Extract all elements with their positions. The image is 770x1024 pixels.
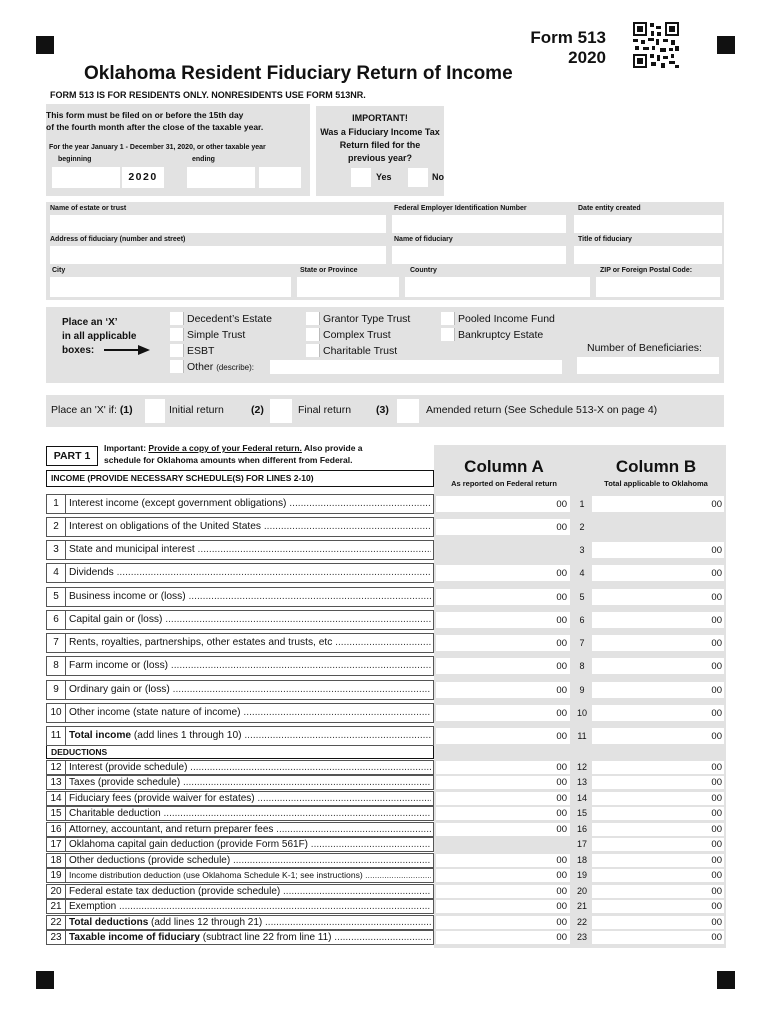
date-created-input[interactable] [574,215,722,233]
cents-label: 00 [556,685,567,696]
column-b-line-number: 19 [576,870,587,880]
pooled-income-fund-checkbox[interactable] [441,312,455,325]
part1-label: PART 1 [46,446,98,466]
other-describe-hint: (describe): [216,363,254,372]
fiduciary-name-label: Name of fiduciary [394,236,453,243]
line-label [69,704,431,722]
important-title: IMPORTANT! [352,113,408,123]
column-b-line-number: 2 [579,522,585,532]
complex-trust-label: Complex Trust [323,329,391,341]
country-input[interactable] [405,277,590,297]
ending-label: ending [192,156,215,163]
amended-return-label: Amended return (See Schedule 513-X on page 4) [426,404,658,416]
date-created-label: Date entity created [578,205,641,212]
line-20-row [46,884,434,899]
line-6-row [46,610,434,630]
line-number: 15 [47,807,66,820]
cents-label: 00 [556,638,567,649]
ending-year-field[interactable] [259,167,301,188]
line-number: 18 [47,854,66,867]
column-b-line-number: 22 [576,917,587,927]
line-label-bold: Total income [69,730,132,741]
other-describe-input[interactable] [270,360,562,374]
line-14-row [46,791,434,806]
line-7-row [46,633,434,653]
cents-label: 00 [556,901,567,912]
line-label [69,931,431,944]
country-label: Country [410,267,437,274]
important-question-1: Was a Fiduciary Income Tax [320,127,440,137]
line-label-text: Attorney, accountant, and return preparer fees [69,824,274,835]
cents-label: 00 [711,917,722,928]
line-label [69,838,431,851]
line-19-row [46,868,434,883]
cents-label: 00 [556,762,567,773]
line-label [69,854,431,867]
charitable-trust-checkbox[interactable] [306,344,320,357]
line-label-text: (add lines 1 through 10) [131,730,242,741]
charitable-trust-label: Charitable Trust [323,345,398,357]
cents-label: 00 [556,886,567,897]
cents-label: 00 [711,762,722,773]
address-input[interactable] [50,246,386,264]
qr-code [633,22,679,68]
esbt-label: ESBT [187,345,215,357]
line-label-text: Fiduciary fees (provide waiver for estates) [69,793,255,804]
column-b-line-number: 1 [579,499,585,509]
line-label-text: (subtract line 22 from line 11) [199,932,332,943]
line-label [69,634,431,652]
beginning-date-field[interactable] [52,167,120,188]
column-b-line-number: 13 [576,777,587,787]
prior-return-no-checkbox[interactable] [408,168,428,187]
estate-name-label: Name of estate or trust [50,205,127,212]
prior-return-yes-checkbox[interactable] [351,168,371,187]
initial-return-checkbox[interactable] [145,399,165,423]
deadline-line-1: This form must be filed on or before the 15th day [46,110,244,120]
line-number: 14 [47,792,66,805]
cents-label: 00 [711,793,722,804]
state-label: State or Province [300,267,358,274]
cents-label: 00 [711,901,722,912]
cents-label: 00 [556,870,567,881]
entity-instruction-2: in all applicable [62,331,137,342]
column-b-line-number: 20 [576,886,587,896]
line-label [69,657,431,675]
line-number: 4 [47,564,66,582]
column-b-line-number: 7 [579,638,585,648]
cents-label: 00 [556,917,567,928]
line-label-text: Federal estate tax deduction (provide schedule) [69,886,281,897]
line-label [69,869,431,882]
line-number: 13 [47,776,66,789]
line-label-text: Charitable deduction [69,808,161,819]
form-year: 2020 [568,48,606,67]
column-b-heading: Column B [615,457,697,476]
cents-label: 00 [556,793,567,804]
fein-input[interactable] [392,215,566,233]
column-b-line-number: 18 [576,855,587,865]
important-question-2: Return filed for the [339,140,421,150]
complex-trust-checkbox[interactable] [306,328,320,341]
line-5-row [46,587,434,607]
cents-label: 00 [711,568,722,579]
simple-trust-checkbox[interactable] [170,328,184,341]
cents-label: 00 [556,824,567,835]
line-label [69,761,431,774]
decedents-estate-label: Decedent’s Estate [187,313,273,325]
part1-important: Important: Provide a copy of your Federal return. Also provide a [104,443,363,453]
column-b-line-number: 9 [579,685,585,695]
line-label-text: Oklahoma capital gain deduction (provide Form 561F) [69,839,309,850]
decedents-estate-checkbox[interactable] [170,312,184,325]
column-b-line-number: 15 [576,808,587,818]
line-number: 19 [47,869,66,882]
cents-label: 00 [711,545,722,556]
beginning-year-field[interactable]: 2020 [122,167,164,188]
line-label-bold: Taxable income of fiduciary [69,932,200,943]
bankruptcy-estate-label: Bankruptcy Estate [458,329,544,341]
page-title: Oklahoma Resident Fiduciary Return of Income [84,63,513,84]
part1-important-line2: schedule for Oklahoma amounts when different from Federal. [104,455,353,465]
line-label [69,681,431,699]
cents-label: 00 [711,808,722,819]
ending-date-field[interactable] [187,167,255,188]
line-label-text: Interest on obligations of the United States [69,521,261,532]
line-18-row [46,853,434,868]
column-a-heading: Column A [464,457,544,476]
line-21-row [46,899,434,914]
yes-label: Yes [376,172,392,182]
final-return-label: Final return [298,404,352,416]
line-label-text: Interest (provide schedule) [69,762,188,773]
line-8-row [46,656,434,676]
fiduciary-title-input[interactable] [574,246,722,264]
return-type-prefix: Place an 'X' if: (1) [51,404,133,416]
line-label-text: (add lines 12 through 21) [148,917,263,928]
line-label [69,807,431,820]
cents-label: 00 [556,808,567,819]
important-question-3: previous year? [347,153,413,163]
line-number: 10 [47,704,66,722]
line-label [69,776,431,789]
pooled-income-fund-label: Pooled Income Fund [458,313,555,325]
estate-name-input[interactable] [50,215,386,233]
cents-label: 00 [556,932,567,943]
grantor-trust-label: Grantor Type Trust [323,313,411,325]
column-b-line-number: 3 [579,545,585,555]
column-b-line-number: 14 [576,793,587,803]
line-number: 5 [47,588,66,606]
column-b-line-number: 21 [576,901,587,911]
line-number: 20 [47,885,66,898]
entity-instruction-3: boxes: [62,345,95,356]
line-number: 17 [47,838,66,851]
city-label: City [52,267,66,274]
column-b-line-number: 12 [576,762,587,772]
line-label-text: Income distribution deduction (use Oklahoma Schedule K-1; see instructions) [69,870,363,880]
line-number: 16 [47,823,66,836]
cents-label: 00 [711,638,722,649]
line-number: 9 [47,681,66,699]
line-label [69,792,431,805]
line-23-row [46,930,434,945]
line-label [69,900,431,913]
column-b-line-number: 16 [576,824,587,834]
line-label-text: Exemption [69,901,117,912]
line-label [69,611,431,629]
line-label [69,916,431,929]
line-label [69,588,431,606]
cents-label: 00 [711,777,722,788]
grantor-trust-checkbox[interactable] [306,312,320,325]
line-label-text: Other deductions (provide schedule) [69,855,231,866]
cents-label: 00 [711,499,722,510]
cents-label: 00 [556,615,567,626]
other-entity-label: Other (describe): [187,361,254,373]
zip-input[interactable] [596,277,720,297]
final-number: (2) [251,404,264,416]
line-number: 2 [47,518,66,536]
no-label: No [432,172,444,182]
beneficiaries-input[interactable] [577,357,719,374]
line-label [69,564,431,582]
final-return-checkbox[interactable] [270,399,292,423]
line-label-text: Farm income or (loss) [69,660,169,671]
column-b-line-number: 11 [577,731,587,741]
line-number: 23 [47,931,66,944]
cents-label: 00 [711,731,722,742]
line-number: 8 [47,657,66,675]
city-input[interactable] [50,277,291,297]
fein-label: Federal Employer Identification Number [394,205,527,212]
line-label-text: State and municipal interest [69,544,195,555]
line-label-bold: Total deductions [69,917,149,928]
bankruptcy-estate-checkbox[interactable] [441,328,455,341]
registration-mark-top-left [36,36,54,54]
line-number: 7 [47,634,66,652]
line-label-text: Business income or (loss) [69,591,186,602]
line-17-row [46,837,434,852]
column-b-line-number: 6 [579,615,585,625]
column-b-subheading: Total applicable to Oklahoma [604,479,708,488]
state-input[interactable] [297,277,399,297]
registration-mark-top-right [717,36,735,54]
cents-label: 00 [556,855,567,866]
line-label [69,885,431,898]
registration-mark-bottom-right [717,971,735,989]
line-number: 21 [47,900,66,913]
line-3-row [46,540,434,560]
beneficiaries-label: Number of Beneficiaries: [587,342,702,354]
column-b-line-number: 10 [576,708,587,718]
form-label: Form 513 [530,28,606,47]
line-number: 11 [47,727,66,745]
cents-label: 00 [711,685,722,696]
line-number: 22 [47,916,66,929]
deadline-line-2: of the fourth month after the close of the taxable year. [46,122,264,132]
line-label-text: Dividends [69,567,114,578]
line-label-text: Taxes (provide schedule) [69,777,181,788]
cents-label: 00 [711,592,722,603]
other-entity-checkbox[interactable] [170,360,184,373]
line-label [69,541,431,559]
cents-label: 00 [556,568,567,579]
cents-label: 00 [711,708,722,719]
cents-label: 00 [556,661,567,672]
line-22-row [46,915,434,930]
cents-label: 00 [711,661,722,672]
cents-label: 00 [711,615,722,626]
cents-label: 00 [711,824,722,835]
income-section-header: INCOME (PROVIDE NECESSARY SCHEDULE(S) FOR LINES 2-10) [46,470,434,487]
line-label-text: Capital gain or (loss) [69,614,163,625]
zip-label: ZIP or Foreign Postal Code: [600,267,693,274]
cents-label: 00 [556,731,567,742]
cents-label: 00 [711,932,722,943]
arrow-right-icon [104,344,150,356]
cents-label: 00 [556,522,567,533]
line-label [69,518,431,536]
line-4-row [46,563,434,583]
line-9-row [46,680,434,700]
cents-label: 00 [711,855,722,866]
cents-label: 00 [711,886,722,897]
column-b-line-number: 5 [579,592,585,602]
line-2-row [46,517,434,537]
line-1-row [46,494,434,514]
line-15-row [46,806,434,821]
deductions-section-header: DEDUCTIONS [46,745,434,759]
line-label-text: Rents, royalties, partnerships, other estates and trusts, etc [69,637,333,648]
column-b-line-number: 17 [576,839,587,849]
line-number: 12 [47,761,66,774]
line-label-text: Interest income (except government obligations) [69,498,287,509]
residency-notice: FORM 513 IS FOR RESIDENTS ONLY. NONRESIDENTS USE FORM 513NR. [50,90,366,100]
cents-label: 00 [711,839,722,850]
line-11-row [46,726,434,746]
line-12-row [46,760,434,775]
cents-label: 00 [556,499,567,510]
tax-year-text: For the year January 1 - December 31, 2020, or other taxable year [49,144,266,151]
cents-label: 00 [556,592,567,603]
fiduciary-name-input[interactable] [392,246,566,264]
line-label [69,495,431,513]
cents-label: 00 [556,708,567,719]
cents-label: 00 [711,870,722,881]
fiduciary-title-label: Title of fiduciary [578,236,632,243]
line-number: 6 [47,611,66,629]
entity-instruction-1: Place an ‘X’ [62,317,118,328]
line-label-text: Other income (state nature of income) [69,707,241,718]
esbt-checkbox[interactable] [170,344,184,357]
line-label [69,727,431,745]
column-b-line-number: 8 [579,661,585,671]
line-number: 3 [47,541,66,559]
simple-trust-label: Simple Trust [187,329,246,341]
beginning-label: beginning [58,156,92,163]
cents-label: 00 [556,777,567,788]
initial-return-label: Initial return [169,404,224,416]
line-10-row [46,703,434,723]
line-13-row [46,775,434,790]
column-a-subheading: As reported on Federal return [451,479,557,488]
address-label: Address of fiduciary (number and street) [50,236,186,243]
line-label [69,823,431,836]
registration-mark-bottom-left [36,971,54,989]
column-b-line-number: 4 [579,568,585,578]
amended-return-checkbox[interactable] [397,399,419,423]
line-number: 1 [47,495,66,513]
line-16-row [46,822,434,837]
line-label-text: Ordinary gain or (loss) [69,684,170,695]
amended-number: (3) [376,404,389,416]
column-b-line-number: 23 [576,932,587,942]
